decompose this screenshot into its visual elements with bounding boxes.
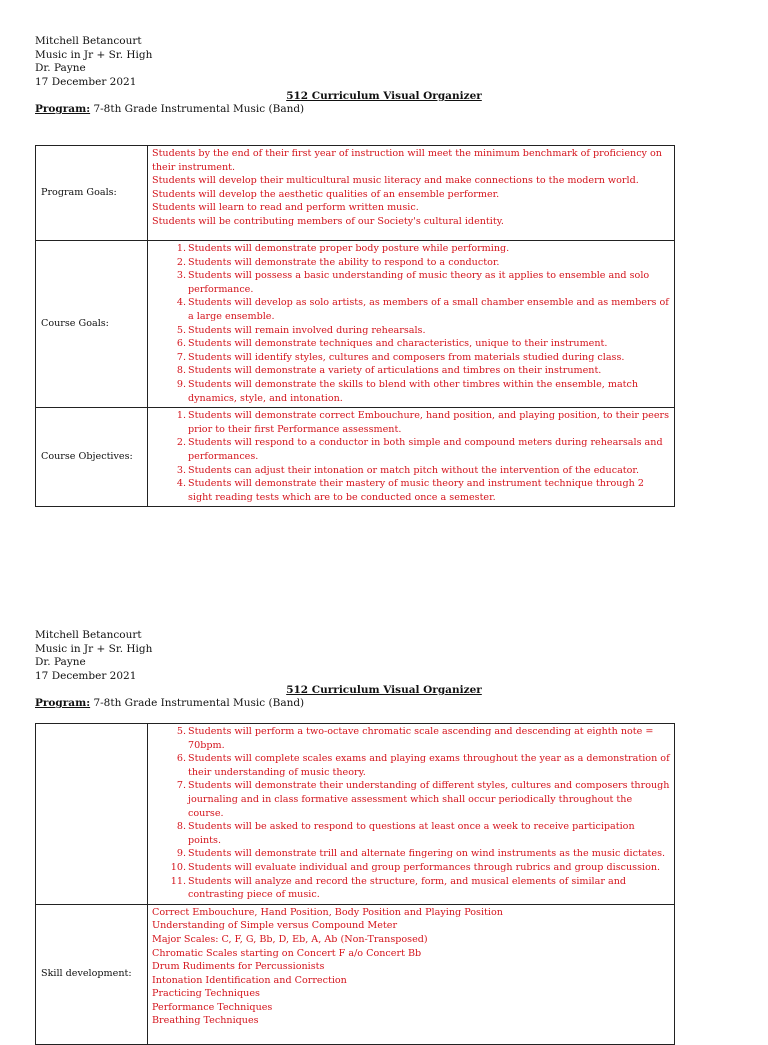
list-item: Students by the end of their first year of instruction will meet the minimum benchmark of proficiency on their instrument. [152,148,662,173]
program-goals-content [148,146,675,241]
author-name: Mitchell Betancourt [35,629,142,641]
list-item: 5. Students will perform a two-octave chromatic scale ascending and descending at eighth note = 70bpm. [176,726,654,751]
list-item: 4. Students will develop as solo artists, as members of a small chamber ensemble and as members of a large ensemble. [176,297,669,322]
list-item: 6. Students will complete scales exams and playing exams throughout the year as a demonstration of their understanding of music theory. [176,753,670,778]
course-objectives-content [148,408,675,507]
author-name: Mitchell Betancourt [35,35,142,47]
list-item: 8. Students will demonstrate a variety of articulations and timbres on their instrument. [176,365,602,377]
list-item: 2. Students will demonstrate the ability to respond to a conductor. [176,256,500,268]
list-item: 3. Students will possess a basic understanding of music theory as it applies to ensemble and solo performance. [176,270,650,295]
organizer-table [35,145,675,507]
list-item: Performance Techniques [152,1001,273,1013]
course-objectives-row [36,408,675,507]
program-value: 7-8th Grade Instrumental Music (Band) [90,103,305,115]
instructor-name: Dr. Payne [35,656,86,668]
list-item: 5. Students will remain involved during rehearsals. [176,324,426,336]
list-item: 4. Students will demonstrate their mastery of music theory and instrument technique through 2 sight reading tests which are to be conducted once a semester. [176,478,644,503]
list-item: Students will develop the aesthetic qualities of an ensemble performer. [152,188,500,200]
objectives-continued-content [148,724,675,905]
list-item: Chromatic Scales starting on Concert F a/o Concert Bb [152,947,422,959]
list-item: Understanding of Simple versus Compound Meter [152,920,398,932]
course-name: Music in Jr + Sr. High [35,48,153,61]
page2-header [35,629,152,683]
row-label: Course Objectives: [36,408,148,507]
page1-header [35,35,152,89]
program-value: 7-8th Grade Instrumental Music (Band) [90,697,305,709]
list-item: 6. Students will demonstrate techniques and characteristics, unique to their instrument. [176,338,608,350]
document-title: 512 Curriculum Visual Organizer [286,684,482,696]
row-label: Program Goals: [36,146,148,241]
list-item: Intonation Identification and Correction [152,974,347,986]
list-item: 11. Students will analyze and record the structure, form, and musical elements of similar and contrasting piece of music. [170,875,627,901]
list-item: 2. Students will respond to a conductor in both simple and compound meters during rehearsals and performances. [176,437,663,462]
program-label: Program: [35,103,91,115]
program-line [35,697,304,709]
organizer-table-continued [35,723,675,1045]
list-item: 9. Students will demonstrate the skills to blend with other timbres within the ensemble, match dynamics, style, and intonation. [176,378,639,404]
list-item: 7. Students will demonstrate their understanding of different styles, cultures and composers through journaling and in class formative assessment which shall occur periodically throughout the course. [176,780,670,819]
document-date: 17 December 2021 [35,669,137,682]
skill-development-row [36,904,675,1044]
list-item: Drum Rudiments for Percussionists [152,961,325,973]
list-item: 8. Students will be asked to respond to questions at least once a week to receive participation points. [176,821,635,846]
course-goals-content [148,241,675,408]
list-item: Major Scales: C, F, G, Bb, D, Eb, A, Ab (Non-Transposed) [152,933,428,945]
program-line [35,103,304,115]
list-item: Breathing Techniques [152,1015,259,1027]
list-item: 1. Students will demonstrate correct Embouchure, hand position, and playing position, to their peers prior to their first Performance assessment. [176,410,670,435]
list-item: Practicing Techniques [152,988,260,1000]
program-label: Program: [35,697,91,709]
row-label: Skill development: [36,904,148,1044]
list-item: 9. Students will demonstrate trill and alternate fingering on wind instruments as the music dictates. [176,848,666,860]
list-item: Correct Embouchure, Hand Position, Body Position and Playing Position [152,906,503,918]
program-goals-row [36,146,675,241]
instructor-name: Dr. Payne [35,62,86,74]
document-date: 17 December 2021 [35,75,137,88]
list-item: Students will learn to read and perform written music. [152,202,419,214]
row-label [36,724,148,905]
course-name: Music in Jr + Sr. High [35,642,153,655]
objectives-continued-row [36,724,675,905]
course-goals-row [36,241,675,408]
list-item: 3. Students can adjust their intonation or match pitch without the intervention of the educator. [176,464,640,476]
row-label: Course Goals: [36,241,148,408]
skill-development-content [148,904,675,1044]
document-title: 512 Curriculum Visual Organizer [286,90,482,102]
list-item: 7. Students will identify styles, cultures and composers from materials studied during class. [176,351,625,363]
list-item: Students will develop their multicultural music literacy and make connections to the modern world. [152,175,639,187]
list-item: 10. Students will evaluate individual and group performances through rubrics and group discussion. [170,861,661,873]
list-item: 1. Students will demonstrate proper body posture while performing. [176,243,510,254]
list-item: Students will be contributing members of our Society's cultural identity. [152,215,504,227]
